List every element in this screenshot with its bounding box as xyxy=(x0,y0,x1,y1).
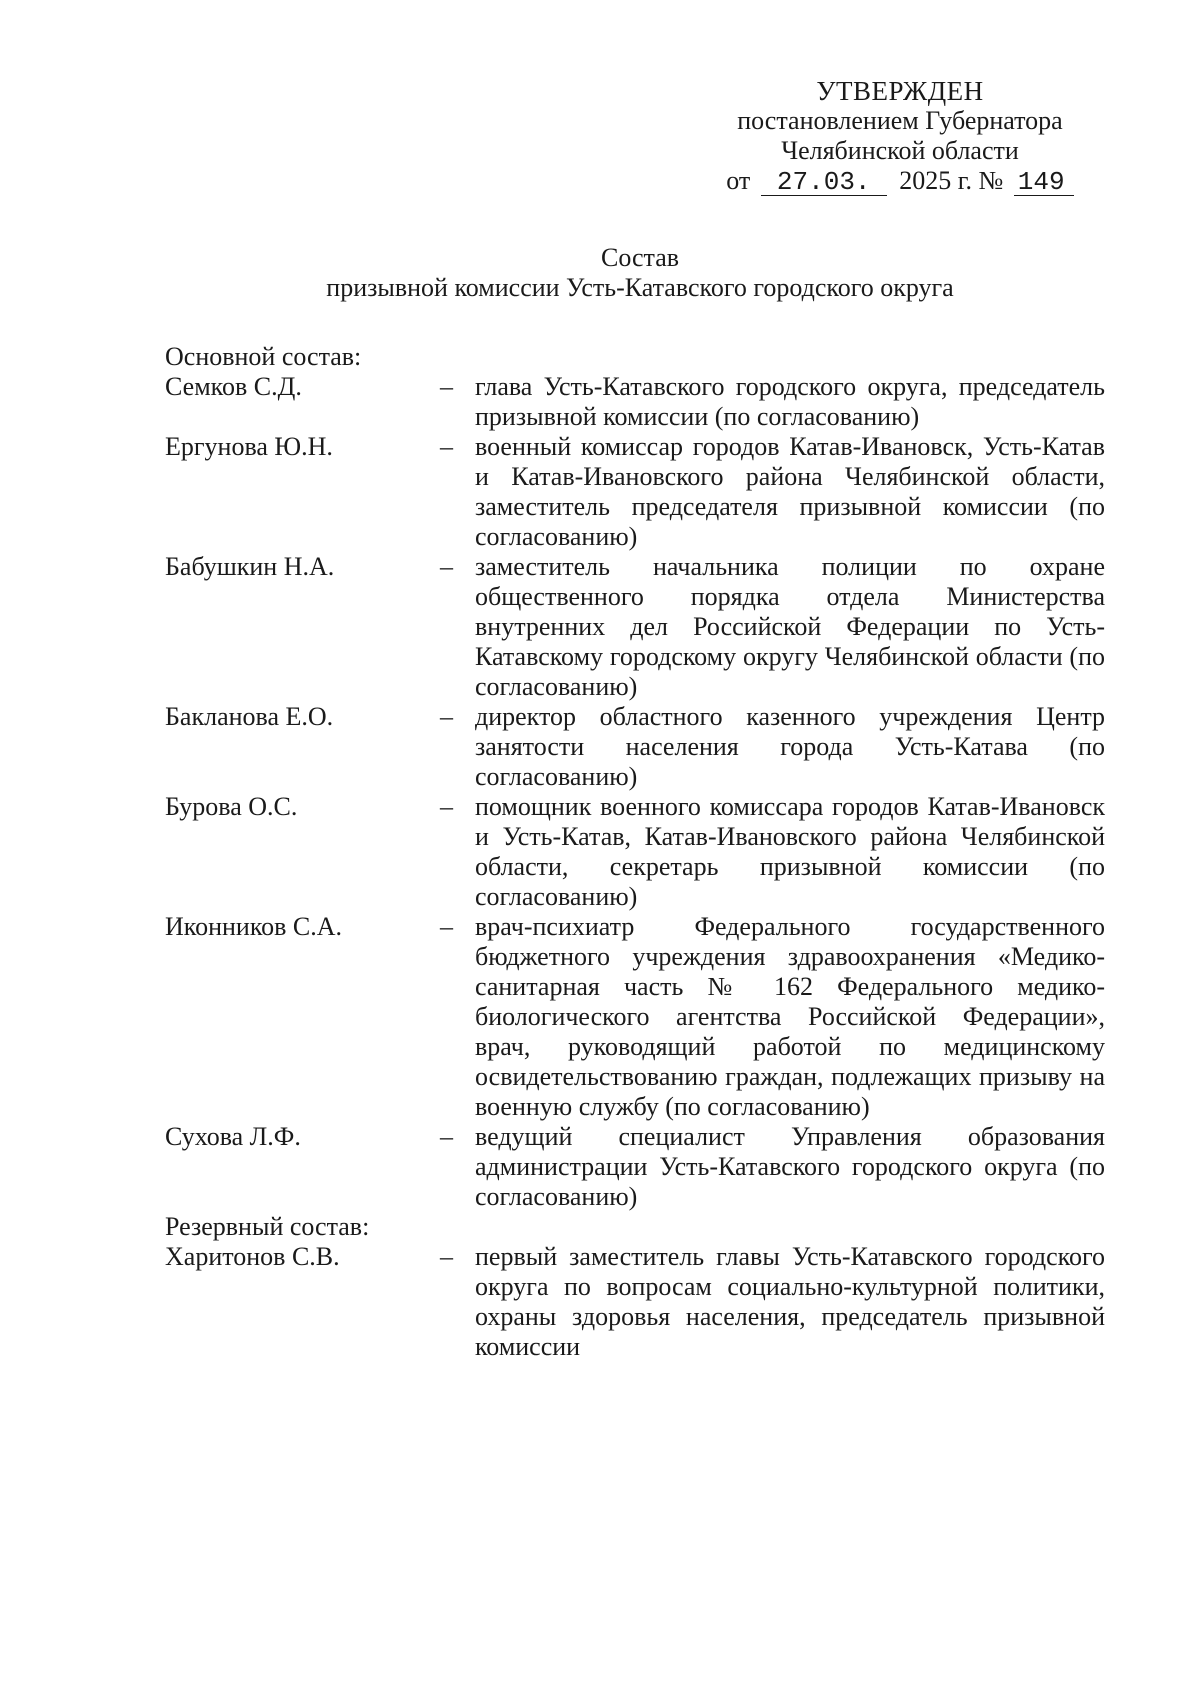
member-dash: – xyxy=(440,1122,453,1151)
member-name: Бакланова Е.О. xyxy=(165,702,334,731)
reserve-section-heading: Резервный состав: xyxy=(165,1212,370,1241)
member-row xyxy=(165,552,1125,702)
approval-prefix: от xyxy=(726,166,751,195)
member-role: военный комиссар городов Катав-Ивановск, Усть-Катав и Катав-Ивановского района Челябинской области, заместитель председателя призывной комиссии (по согласованию) xyxy=(475,432,1105,551)
member-role: первый заместитель главы Усть-Катавского городского округа по вопросам социально-культурной политики, охраны здоровья населения, председатель призывной комиссии xyxy=(475,1242,1105,1361)
member-row xyxy=(165,792,1125,912)
approval-date-line xyxy=(690,166,1110,196)
member-name: Бабушкин Н.А. xyxy=(165,552,335,581)
member-name: Ергунова Ю.Н. xyxy=(165,432,333,461)
approval-block xyxy=(690,76,1110,196)
approval-line-2: Челябинской области xyxy=(781,136,1019,165)
document-title: Состав xyxy=(600,243,680,272)
member-row xyxy=(165,912,1125,1122)
member-role: помощник военного комиссара городов Катав-Ивановск и Усть-Катав, Катав-Ивановского района Челябинской области, секретарь призывной комиссии (по согласованию) xyxy=(475,792,1105,911)
approval-title: УТВЕРЖДЕН xyxy=(816,76,984,106)
member-row xyxy=(165,432,1125,552)
approval-year: 2025 г. № xyxy=(899,166,1004,195)
member-dash: – xyxy=(440,432,453,461)
member-row xyxy=(165,1122,1125,1212)
member-role: заместитель начальника полиции по охране общественного порядка отдела Министерства внутренних дел Российской Федерации по Усть-Катавскому городскому округу Челябинской области (по согласованию) xyxy=(475,552,1105,701)
member-name: Харитонов С.В. xyxy=(165,1242,340,1271)
member-name: Иконников С.А. xyxy=(165,912,343,941)
commission-roster xyxy=(165,342,1125,1362)
member-dash: – xyxy=(440,372,453,401)
document-subtitle: призывной комиссии Усть-Катавского городского округа xyxy=(326,273,954,302)
member-name: Семков С.Д. xyxy=(165,372,302,401)
approval-number: 149 xyxy=(1014,169,1074,196)
member-dash: – xyxy=(440,552,453,581)
member-row xyxy=(165,702,1125,792)
member-row xyxy=(165,1242,1125,1362)
approval-date: 27.03. xyxy=(761,169,887,196)
member-role: глава Усть-Катавского городского округа, председатель призывной комиссии (по согласованию) xyxy=(475,372,1105,431)
member-role: ведущий специалист Управления образования администрации Усть-Катавского городского округа (по согласованию) xyxy=(475,1122,1105,1211)
member-dash: – xyxy=(440,912,453,941)
member-row xyxy=(165,372,1125,432)
member-role: врач-психиатр Федерального государственного бюджетного учреждения здравоохранения «Медико-санитарная часть № 162 Федерального медико-биологического агентства Российской Федерации», врач, руководящий работой по медицинскому освидетельствованию граждан, подлежащих призыву на военную службу (по согласованию) xyxy=(475,912,1105,1121)
member-dash: – xyxy=(440,702,453,731)
main-section-heading: Основной состав: xyxy=(165,342,362,371)
member-role: директор областного казенного учреждения Центр занятости населения города Усть-Катава (по согласованию) xyxy=(475,702,1105,791)
member-dash: – xyxy=(440,792,453,821)
member-name: Бурова О.С. xyxy=(165,792,298,821)
member-name: Сухова Л.Ф. xyxy=(165,1122,301,1151)
approval-line-1: постановлением Губернатора xyxy=(737,106,1063,135)
document-heading xyxy=(160,243,1120,303)
member-dash: – xyxy=(440,1242,453,1271)
